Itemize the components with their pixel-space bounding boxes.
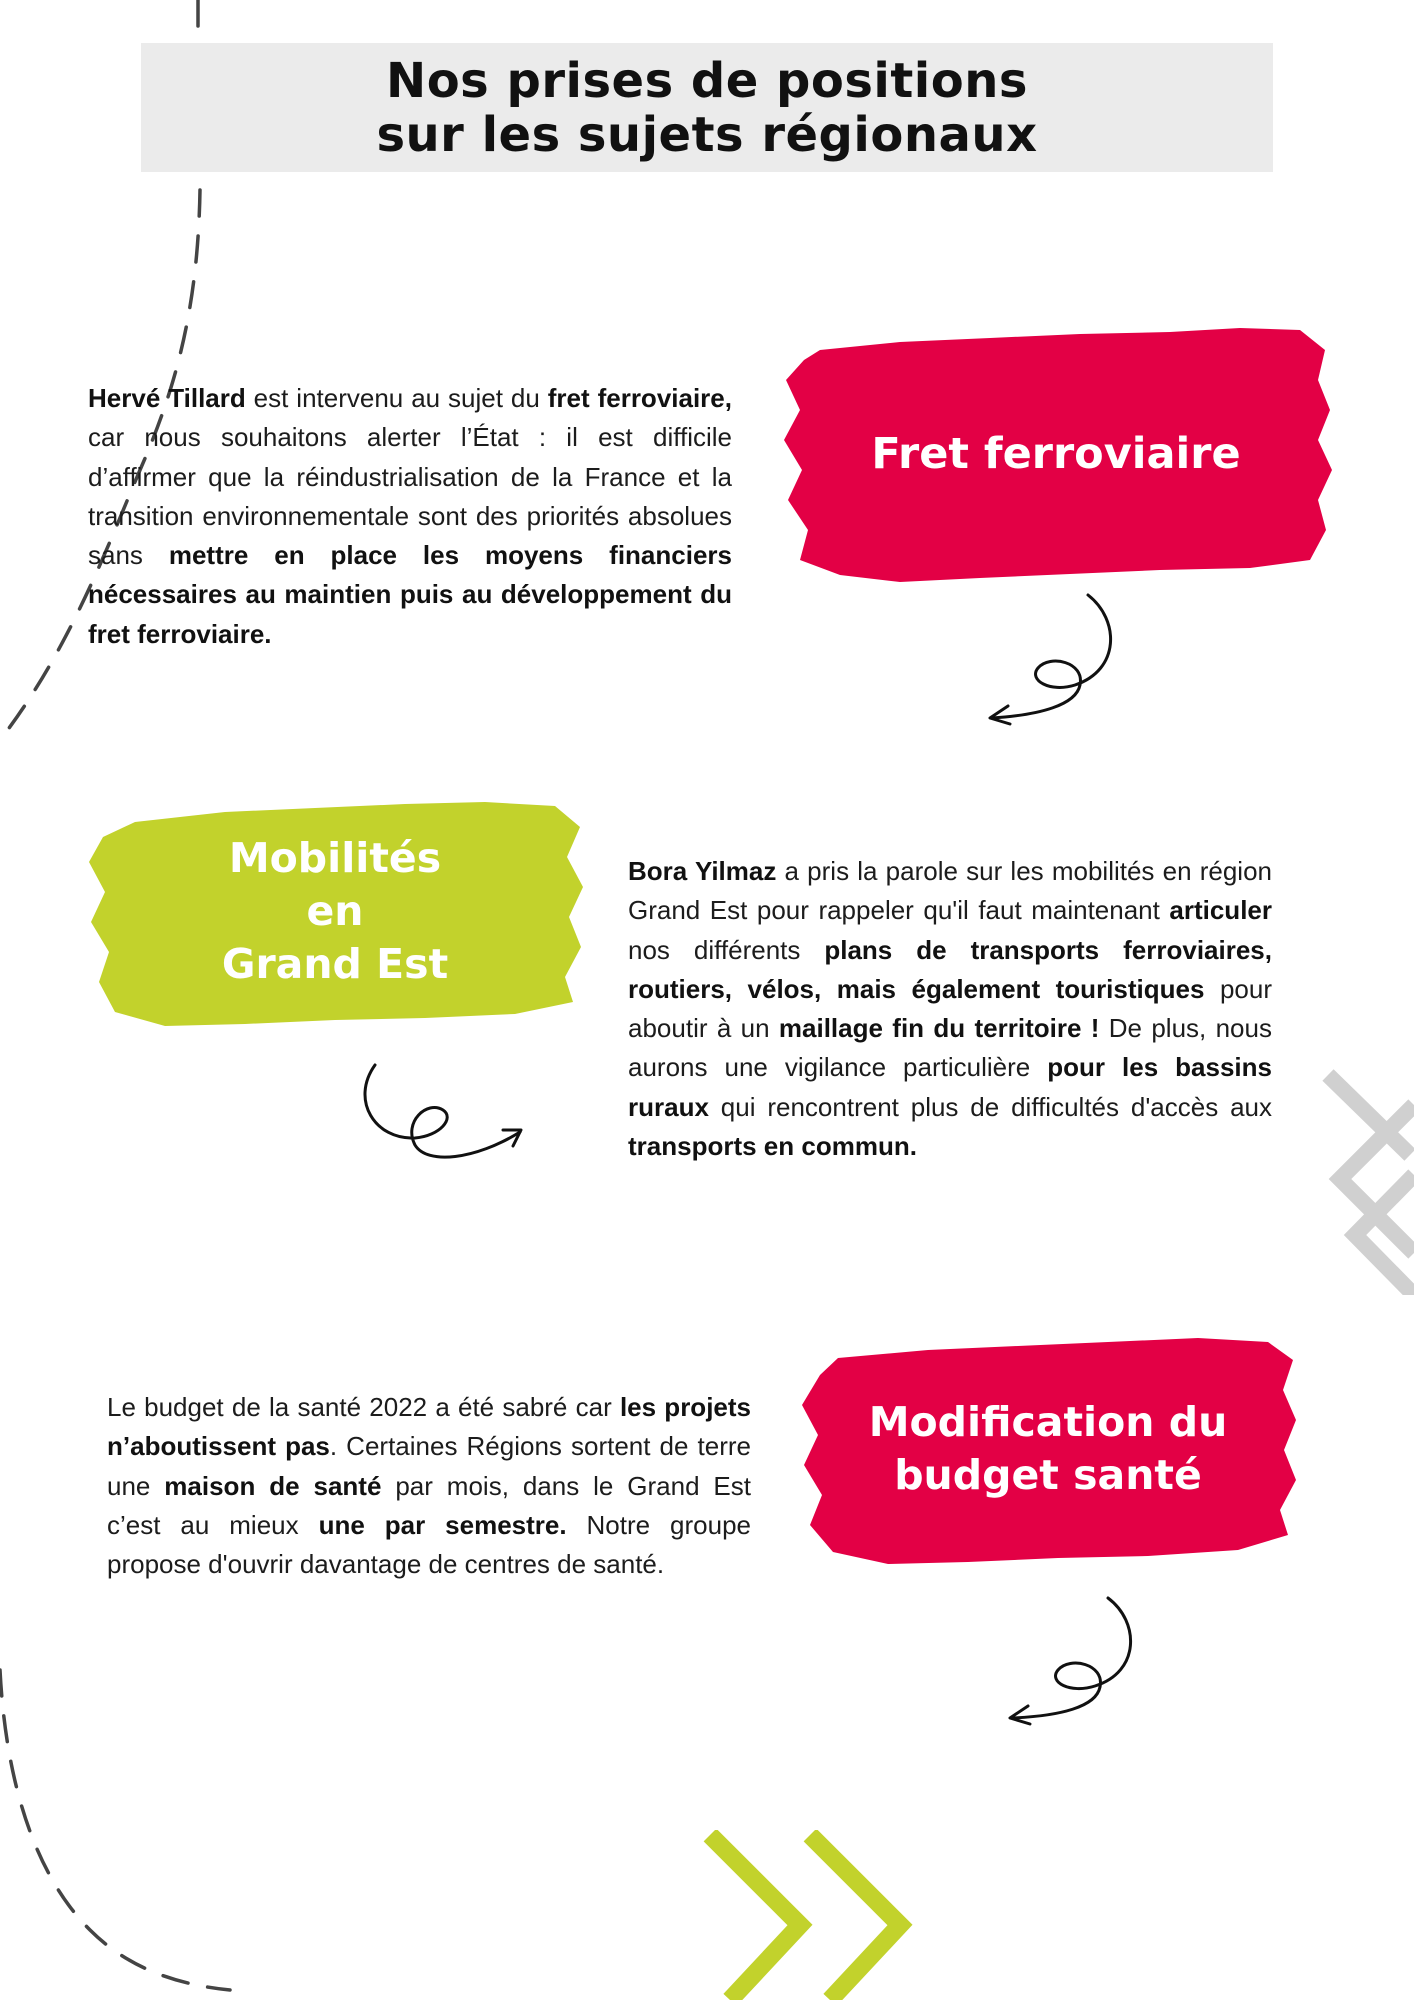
body-text: a pris la parole sur les mobilités en région Grand Est pour rappeler qu'il faut maintenant	[628, 856, 1272, 926]
mobilites-badge-line-3: Grand Est	[221, 939, 449, 988]
budget-sante-badge	[798, 1330, 1298, 1568]
title-banner	[141, 43, 1273, 172]
curly-arrow-2	[355, 1060, 530, 1175]
fret-badge-line-1: Fret ferroviaire	[871, 429, 1241, 479]
emphasis-text: Hervé Tillard	[88, 383, 246, 413]
emphasis-text: Bora Yilmaz	[628, 856, 777, 886]
body-text: par mois, dans le Grand Est c’est au mieux	[107, 1470, 752, 1540]
curly-arrow-3	[1000, 1590, 1150, 1730]
mobilites-badge-line-2: en	[306, 886, 364, 935]
emphasis-text: fret ferroviaire,	[547, 383, 732, 413]
sante-badge-line-2: budget santé	[894, 1451, 1202, 1499]
mobilites-paragraph	[628, 852, 1272, 1166]
emphasis-text: articuler	[1169, 895, 1272, 926]
mobilites-badge	[85, 792, 585, 1030]
emphasis-text: maison de santé	[164, 1470, 382, 1501]
emphasis-text: une par semestre.	[318, 1509, 567, 1540]
emphasis-text: maillage fin du territoire !	[778, 1013, 1100, 1044]
body-text: Notre groupe propose d'ouvrir davantage de centres de santé.	[107, 1509, 752, 1580]
page-title-line-1: Nos prises de positions	[386, 52, 1028, 109]
emphasis-text: pour les bassins ruraux	[628, 1052, 1272, 1122]
body-text: qui rencontrent plus de difficultés d'accès aux	[708, 1091, 1272, 1122]
emphasis-text: les projets n’aboutissent pas	[107, 1392, 751, 1462]
sante-badge-line-1: Modification du	[868, 1398, 1228, 1446]
emphasis-text: transports en commun.	[628, 1131, 917, 1162]
body-text: est intervenu au sujet du	[245, 383, 548, 413]
page-title-line-2: sur les sujets régionaux	[376, 106, 1038, 163]
body-text: pour aboutir à un	[628, 973, 1272, 1044]
fret-ferroviaire-badge	[780, 320, 1332, 588]
green-chevrons-decoration	[690, 1830, 950, 2000]
fret-paragraph	[88, 379, 732, 654]
body-text: nos différents	[628, 934, 825, 965]
body-text: Le budget de la santé 2022 a été sabré car	[107, 1392, 620, 1422]
dashed-curve-bottom	[0, 1650, 260, 2000]
emphasis-text: mettre en place les moyens financiers nécessaires au maintien puis au développement du fret ferroviaire.	[88, 540, 732, 649]
emphasis-text: plans de transports ferroviaires, routiers, vélos, mais également touristiques	[628, 934, 1272, 1004]
sante-paragraph	[107, 1388, 751, 1584]
curly-arrow-1	[980, 590, 1130, 730]
body-text: . Certaines Régions sortent de terre une	[107, 1431, 751, 1501]
body-text: car nous souhaitons alerter l’État : il est difficile d’affirmer que la réindustrialisation de la France et la transition environnementale sont des priorités absolues sans	[88, 422, 732, 571]
body-text: De plus, nous aurons une vigilance particulière	[628, 1013, 1272, 1083]
gray-chevrons-decoration	[1300, 1065, 1414, 1295]
mobilites-badge-line-1: Mobilités	[228, 833, 442, 882]
